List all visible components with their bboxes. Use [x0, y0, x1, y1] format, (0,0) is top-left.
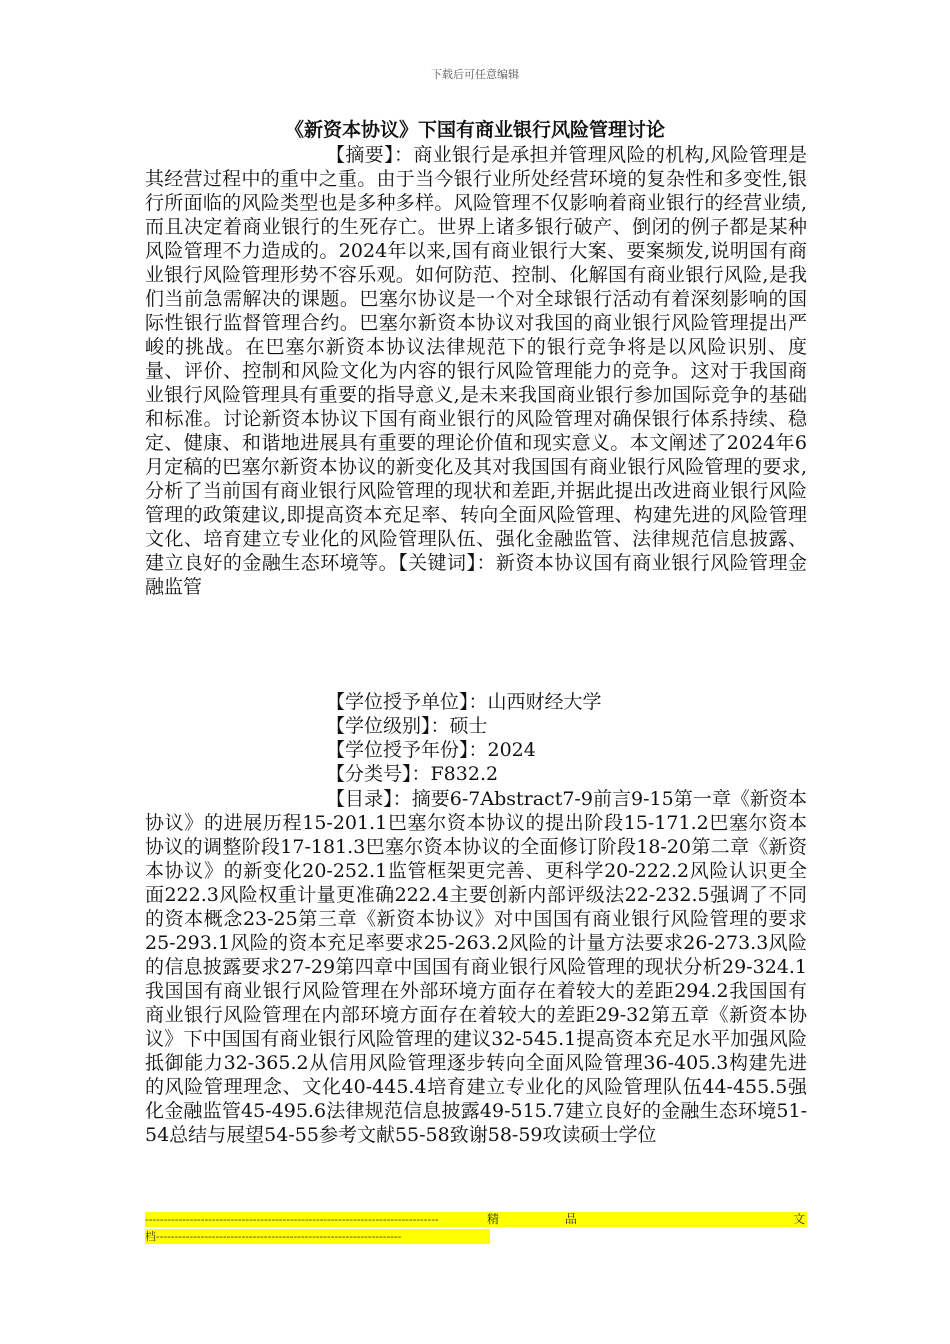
page-header-note: 下载后可任意编辑: [431, 68, 519, 81]
footer-char-4: 档: [145, 1230, 156, 1243]
footer-char-2: 品: [565, 1212, 578, 1226]
degree-level: 【学位级别】：硕士: [326, 715, 488, 737]
degree-unit: 【学位授予单位】：山西财经大学: [326, 691, 602, 713]
footer-row-1: [145, 1212, 807, 1227]
degree-metadata: [326, 690, 806, 786]
footer-watermark: [145, 1212, 807, 1246]
document-title: 《新资本协议》下国有商业银行风险管理讨论: [284, 119, 665, 141]
classification-number: 【分类号】：F832.2: [326, 763, 499, 785]
footer-char-1: 精: [487, 1212, 500, 1226]
footer-dashes-1: -------------------------------------------------------------------------------: [145, 1213, 439, 1226]
footer-dashes-2: ------------------------------------------------------------------: [156, 1230, 402, 1243]
abstract-paragraph: 【摘要】：商业银行是承担并管理风险的机构,风险管理是其经营过程中的重中之重。由于当今银行业所处经营环境的复杂性和多变性,银行所面临的风险类型也是多种多样。风险管理不仅影响着商业银行的经营业绩,而且决定着商业银行的生死存亡。世界上诸多银行破产、倒闭的例子都是某种风险管理不力造成的。2024年以来,国有商业银行大案、要案频发,说明国有商业银行风险管理形势不容乐观。如何防范、控制、化解国有商业银行风险,是我们当前急需解决的课题。巴塞尔协议是一个对全球银行活动有着深刻影响的国际性银行监督管理合约。巴塞尔新资本协议对我国的商业银行风险管理提出严峻的挑战。在巴塞尔新资本协议法律规范下的银行竞争将是以风险识别、度量、评价、控制和风险文化为内容的银行风险管理能力的竞争。这对于我国商业银行风险管理具有重要的指导意义,是未来我国商业银行参加国际竞争的基础和标准。讨论新资本协议下国有商业银行的风险管理对确保银行体系持续、稳定、健康、和谐地进展具有重要的理论价值和现实意义。本文阐述了2024年6月定稿的巴塞尔新资本协议的新变化及其对我国国有商业银行风险管理的要求,分析了当前国有商业银行风险管理的现状和差距,并据此提出改进商业银行风险管理的政策建议,即提高资本充足率、转向全面风险管理、构建先进的风险管理文化、培育建立专业化的风险管理队伍、强化金融监管、法律规范信息披露、建立良好的金融生态环境等。【关键词】：新资本协议国有商业银行风险管理金融监管: [145, 144, 807, 598]
table-of-contents: 【目录】：摘要6-7Abstract7-9前言9-15第一章《新资本协议》的进展历程15-201.1巴塞尔资本协议的提出阶段15-171.2巴塞尔资本协议的调整阶段17-181.3巴塞尔资本协议的全面修订阶段18-20第二章《新资本协议》的新变化20-252.1监管框架更完善、更科学20-222.2风险认识更全面222.3风险权重计量更准确222.4主要创新内部评级法22-232.5强调了不同的资本概念23-25第三章《新资本协议》对中国国有商业银行风险管理的要求25-293.1风险的资本充足率要求25-263.2风险的计量方法要求26-273.3风险的信息披露要求27-29第四章中国国有商业银行风险管理的现状分析29-324.1我国国有商业银行风险管理在外部环境方面存在着较大的差距294.2我国国有商业银行风险管理在内部环境方面存在着较大的差距29-32第五章《新资本协议》下中国国有商业银行风险管理的建议32-545.1提高资本充足水平加强风险抵御能力32-365.2从信用风险管理逐步转向全面风险管理36-405.3构建先进的风险管理理念、文化40-445.4培育建立专业化的风险管理队伍44-455.5强化金融监管45-495.6法律规范信息披露49-515.7建立良好的金融生态环境51-54总结与展望54-55参考文献55-58致谢58-59攻读硕士学位: [145, 788, 807, 1146]
footer-row-2: [145, 1229, 490, 1244]
degree-year: 【学位授予年份】：2024: [326, 739, 536, 761]
footer-char-3: 文: [793, 1212, 806, 1226]
